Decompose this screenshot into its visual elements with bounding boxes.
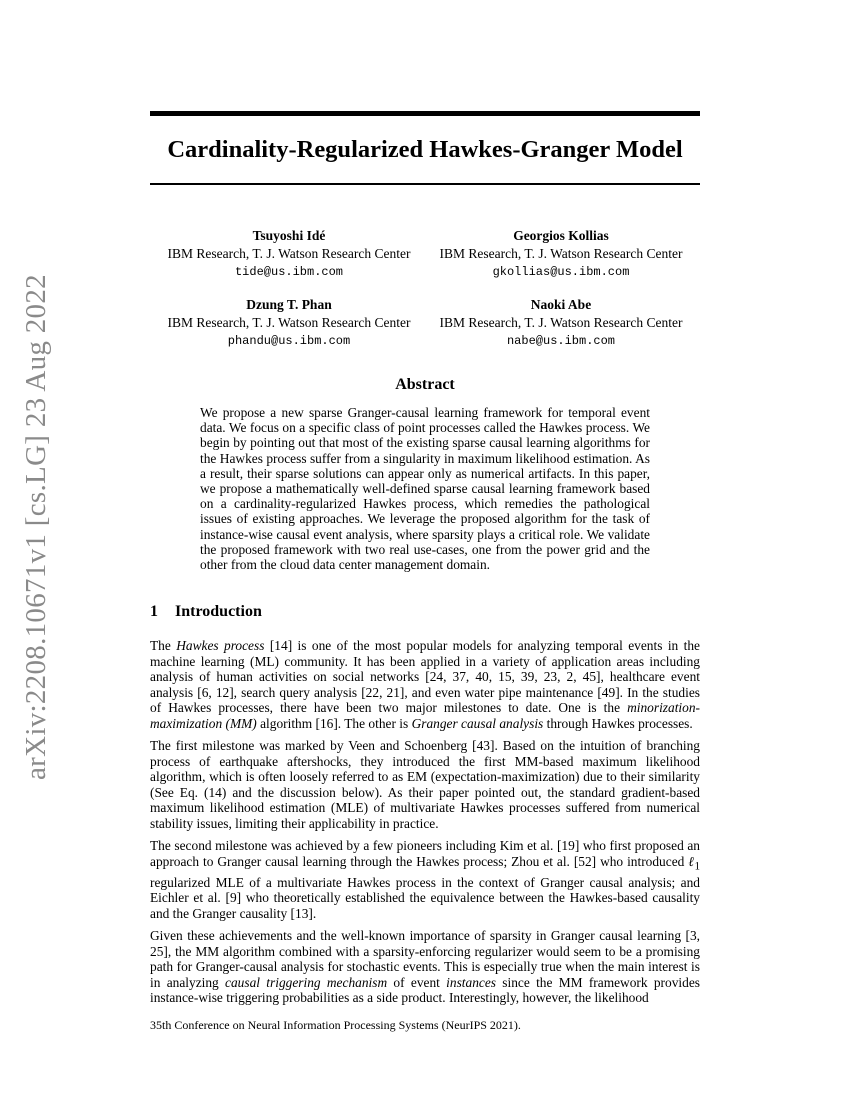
paper-title: Cardinality-Regularized Hawkes-Granger Model xyxy=(167,136,683,163)
abstract-text: We propose a new sparse Granger-causal learning framework for temporal event data. We focus on a specific class of point processes called the Hawkes process. We begin by pointing out that most of the existing sparse causal learning algorithms for the Hawkes process suffer from a singularity in maximum likelihood estimation. As a result, their sparse solutions can appear only as numerical artifacts. In this paper, we propose a mathematically well-defined sparse causal learning framework based on a cardinality-regularized Hawkes process, which remedies the pathological issues of existing approaches. We leverage the proposed algorithm for the task of instance-wise causal event analysis, where sparsity plays a critical role. We validate the proposed framework with two real use-cases, one from the power grid and the other from the cloud data center management domain. xyxy=(200,405,650,573)
author-name: Naoki Abe xyxy=(530,297,592,312)
text-run: The xyxy=(150,638,177,653)
abstract-heading: Abstract xyxy=(395,376,455,393)
top-rule xyxy=(150,111,700,116)
emphasis: Hawkes process xyxy=(176,638,265,653)
conference-footnote: 35th Conference on Neural Information Processing Systems (NeurIPS 2021). xyxy=(150,1018,521,1032)
text-run: algorithm [16]. The other is xyxy=(256,715,412,731)
author-email[interactable]: gkollias@us.ibm.com xyxy=(492,265,630,279)
author-email[interactable]: tide@us.ibm.com xyxy=(234,265,344,279)
arxiv-identifier: arXiv:2208.10671v1 [cs.LG] 23 Aug 2022 xyxy=(20,274,52,780)
section-title: Introduction xyxy=(175,603,262,620)
math-subscript: 1 xyxy=(694,860,701,873)
text-run: since the MM framework provides instance-wise triggering probabilities as a side product. Interestingly, however, the likelihood xyxy=(150,974,700,1006)
author-block xyxy=(411,227,711,281)
paragraph xyxy=(150,928,700,1006)
author-email[interactable]: phandu@us.ibm.com xyxy=(227,334,351,348)
author-affiliation: IBM Research, T. J. Watson Research Center xyxy=(167,315,411,330)
paragraph xyxy=(150,638,700,731)
introduction-body xyxy=(150,638,700,1013)
title-rule xyxy=(150,183,700,185)
author-name: Dzung T. Phan xyxy=(246,297,332,312)
emphasis: minorization-maximization (MM) xyxy=(150,700,700,731)
paragraph: The first milestone was marked by Veen and Schoenberg [43]. Based on the intuition of branching process of earthquake aftershocks, they introduced the first MM-based maximum likelihood algorithm, which is often loosely referred to as EM (expectation-maximization) due to their similarity (See Eq. (14) and the discussion below). As their paper pointed out, the standard gradient-based maximum likelihood estimation (MLE) of multivariate Hawkes processes suffered from numerical stability issues, limiting their applicability in practice. xyxy=(150,738,700,831)
text-run: of event xyxy=(387,974,447,990)
author-name: Georgios Kollias xyxy=(513,228,609,243)
text-run: through Hawkes processes. xyxy=(543,715,693,731)
author-block xyxy=(411,296,711,350)
text-run: Given these achievements and the well-known importance of sparsity in Granger causal learning [3, 25], the MM algorithm combined with a sparsity-enforcing regularizer would seem to be a promising path for Granger-causal analysis for stochastic events. This is especially true when the main interest is in analyzing xyxy=(150,928,700,990)
emphasis: instances xyxy=(446,974,496,990)
author-affiliation: IBM Research, T. J. Watson Research Center xyxy=(439,246,683,261)
author-block xyxy=(139,296,439,350)
text-run: regularized MLE of a multivariate Hawkes process in the context of Granger causal analysis; and Eichler et al. [9] who theoretically established the equivalence between the Hawkes-based causality and the Granger causality [13]. xyxy=(150,874,700,921)
emphasis: Granger causal analysis xyxy=(411,715,544,731)
section-number: 1 xyxy=(150,603,158,620)
author-block xyxy=(139,227,439,281)
math-symbol: ℓ xyxy=(688,853,695,869)
paragraph xyxy=(150,838,700,921)
author-name: Tsuyoshi Idé xyxy=(252,228,326,243)
text-run: The second milestone was achieved by a few pioneers including Kim et al. [19] who first proposed an approach to Granger causal learning through the Hawkes process; Zhou et al. [52] who introduced xyxy=(150,838,700,869)
author-email[interactable]: nabe@us.ibm.com xyxy=(506,334,616,348)
text-run: [14] is one of the most popular models for analyzing temporal events in the machine learning (ML) community. It has been applied in a variety of application areas including analysis of human activities on social networks [24, 37, 40, 15, 39, 23, 2, 45], healthcare event analysis [6, 12], search query analysis [22, 21], and even water pipe maintenance [49]. In the studies of Hawkes processes, there have been two major milestones to date. One is the xyxy=(150,638,701,715)
section-heading xyxy=(150,601,262,623)
author-affiliation: IBM Research, T. J. Watson Research Center xyxy=(439,315,683,330)
author-affiliation: IBM Research, T. J. Watson Research Center xyxy=(167,246,411,261)
emphasis: causal triggering mechanism xyxy=(225,974,388,990)
